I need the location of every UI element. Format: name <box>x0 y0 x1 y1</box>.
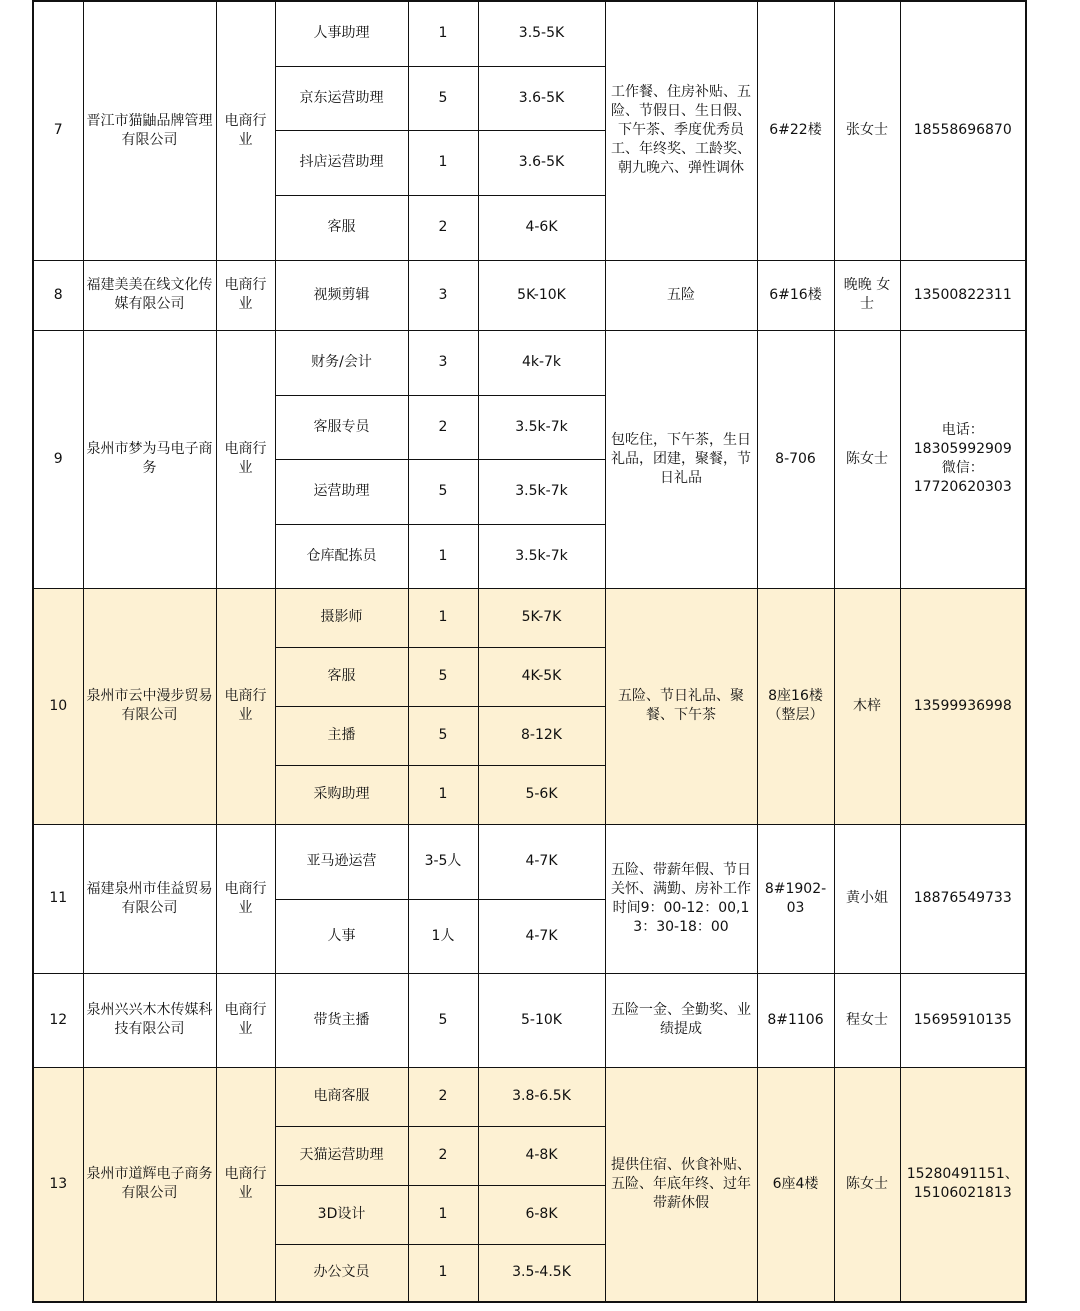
job-title: 3D设计 <box>275 1185 408 1244</box>
company-name: 晋江市猫鼬品牌管理有限公司 <box>83 1 216 260</box>
job-count: 1 <box>408 1185 478 1244</box>
job-count: 1 <box>408 588 478 647</box>
row-number: 12 <box>33 973 83 1067</box>
job-salary: 4K-5K <box>478 647 605 706</box>
benefits: 五险 <box>605 260 757 330</box>
job-salary: 5K-7K <box>478 588 605 647</box>
job-count: 5 <box>408 647 478 706</box>
job-salary: 3.6-5K <box>478 130 605 195</box>
job-count: 5 <box>408 66 478 130</box>
row-number: 10 <box>33 588 83 824</box>
job-title: 财务/会计 <box>275 330 408 395</box>
job-count: 3 <box>408 330 478 395</box>
job-salary: 3.8-6.5K <box>478 1067 605 1126</box>
job-salary: 4-6K <box>478 195 605 260</box>
job-count: 5 <box>408 459 478 524</box>
row-number: 9 <box>33 330 83 588</box>
job-title: 亚马逊运营 <box>275 824 408 899</box>
job-title: 客服专员 <box>275 395 408 459</box>
address: 8座16楼 （整层） <box>757 588 834 824</box>
table-row <box>33 1 1026 66</box>
company-name: 福建美美在线文化传媒有限公司 <box>83 260 216 330</box>
job-salary: 5-6K <box>478 765 605 824</box>
job-count: 2 <box>408 1067 478 1126</box>
company-name: 泉州兴兴木木传媒科技有限公司 <box>83 973 216 1067</box>
industry: 电商行业 <box>216 1 275 260</box>
job-title: 京东运营助理 <box>275 66 408 130</box>
company-name: 泉州市道辉电子商务有限公司 <box>83 1067 216 1302</box>
job-salary: 3.5k-7k <box>478 395 605 459</box>
job-count: 1 <box>408 130 478 195</box>
industry: 电商行业 <box>216 973 275 1067</box>
job-listing-table <box>32 0 1027 1303</box>
job-title: 人事 <box>275 899 408 973</box>
contact-person: 张女士 <box>834 1 900 260</box>
address: 6#22楼 <box>757 1 834 260</box>
job-count: 1 <box>408 1244 478 1302</box>
job-title: 运营助理 <box>275 459 408 524</box>
job-count: 1 <box>408 524 478 588</box>
contact-person: 陈女士 <box>834 330 900 588</box>
benefits: 五险、带薪年假、节日关怀、满勤、房补工作时间9：00-12：00,13：30-18：00 <box>605 824 757 973</box>
job-count: 2 <box>408 195 478 260</box>
contact-phone: 13599936998 <box>900 588 1026 824</box>
benefits: 工作餐、住房补贴、五险、节假日、生日假、下午茶、季度优秀员工、年终奖、工龄奖、朝九晚六、弹性调休 <box>605 1 757 260</box>
job-title: 带货主播 <box>275 973 408 1067</box>
job-count: 5 <box>408 706 478 765</box>
contact-person: 木梓 <box>834 588 900 824</box>
job-title: 天猫运营助理 <box>275 1126 408 1185</box>
industry: 电商行业 <box>216 260 275 330</box>
benefits: 包吃住，下午茶，生日礼品，团建，聚餐，节日礼品 <box>605 330 757 588</box>
contact-person: 黄小姐 <box>834 824 900 973</box>
job-salary: 4-7K <box>478 824 605 899</box>
contact-person: 程女士 <box>834 973 900 1067</box>
company-name: 泉州市梦为马电子商务 <box>83 330 216 588</box>
job-title: 办公文员 <box>275 1244 408 1302</box>
job-count: 3 <box>408 260 478 330</box>
industry: 电商行业 <box>216 1067 275 1302</box>
company-name: 泉州市云中漫步贸易有限公司 <box>83 588 216 824</box>
industry: 电商行业 <box>216 330 275 588</box>
row-number: 11 <box>33 824 83 973</box>
contact-phone: 电话： 18305992909 微信： 17720620303 <box>900 330 1026 588</box>
row-number: 8 <box>33 260 83 330</box>
job-title: 客服 <box>275 195 408 260</box>
contact-person: 陈女士 <box>834 1067 900 1302</box>
address: 8#1902-03 <box>757 824 834 973</box>
job-salary: 5K-10K <box>478 260 605 330</box>
contact-phone: 15695910135 <box>900 973 1026 1067</box>
address: 6#16楼 <box>757 260 834 330</box>
job-salary: 3.6-5K <box>478 66 605 130</box>
job-title: 抖店运营助理 <box>275 130 408 195</box>
job-count: 2 <box>408 1126 478 1185</box>
job-title: 摄影师 <box>275 588 408 647</box>
job-title: 采购助理 <box>275 765 408 824</box>
contact-phone: 18876549733 <box>900 824 1026 973</box>
job-title: 主播 <box>275 706 408 765</box>
job-salary: 3.5-4.5K <box>478 1244 605 1302</box>
address: 8-706 <box>757 330 834 588</box>
table-row <box>33 973 1026 1067</box>
job-count: 5 <box>408 973 478 1067</box>
benefits: 提供住宿、伙食补贴、五险、年底年终、过年带薪休假 <box>605 1067 757 1302</box>
table-row <box>33 588 1026 647</box>
job-title: 仓库配拣员 <box>275 524 408 588</box>
job-salary: 5-10K <box>478 973 605 1067</box>
job-salary: 6-8K <box>478 1185 605 1244</box>
job-title: 视频剪辑 <box>275 260 408 330</box>
job-salary: 8-12K <box>478 706 605 765</box>
benefits: 五险一金、全勤奖、业绩提成 <box>605 973 757 1067</box>
industry: 电商行业 <box>216 824 275 973</box>
table-row <box>33 824 1026 899</box>
table-row <box>33 1067 1026 1126</box>
job-salary: 4-7K <box>478 899 605 973</box>
table-row <box>33 330 1026 395</box>
job-salary: 4k-7k <box>478 330 605 395</box>
contact-phone: 13500822311 <box>900 260 1026 330</box>
address: 8#1106 <box>757 973 834 1067</box>
contact-phone: 15280491151、 15106021813 <box>900 1067 1026 1302</box>
job-salary: 3.5k-7k <box>478 459 605 524</box>
table-row <box>33 260 1026 330</box>
contact-phone: 18558696870 <box>900 1 1026 260</box>
address: 6座4楼 <box>757 1067 834 1302</box>
company-name: 福建泉州市佳益贸易有限公司 <box>83 824 216 973</box>
job-count: 1人 <box>408 899 478 973</box>
job-count: 3-5人 <box>408 824 478 899</box>
row-number: 13 <box>33 1067 83 1302</box>
industry: 电商行业 <box>216 588 275 824</box>
row-number: 7 <box>33 1 83 260</box>
job-title: 客服 <box>275 647 408 706</box>
job-salary: 3.5k-7k <box>478 524 605 588</box>
contact-person: 晚晚 女士 <box>834 260 900 330</box>
benefits: 五险、节日礼品、聚餐、下午茶 <box>605 588 757 824</box>
job-salary: 4-8K <box>478 1126 605 1185</box>
job-title: 电商客服 <box>275 1067 408 1126</box>
job-title: 人事助理 <box>275 1 408 66</box>
job-count: 2 <box>408 395 478 459</box>
job-salary: 3.5-5K <box>478 1 605 66</box>
job-count: 1 <box>408 765 478 824</box>
job-count: 1 <box>408 1 478 66</box>
